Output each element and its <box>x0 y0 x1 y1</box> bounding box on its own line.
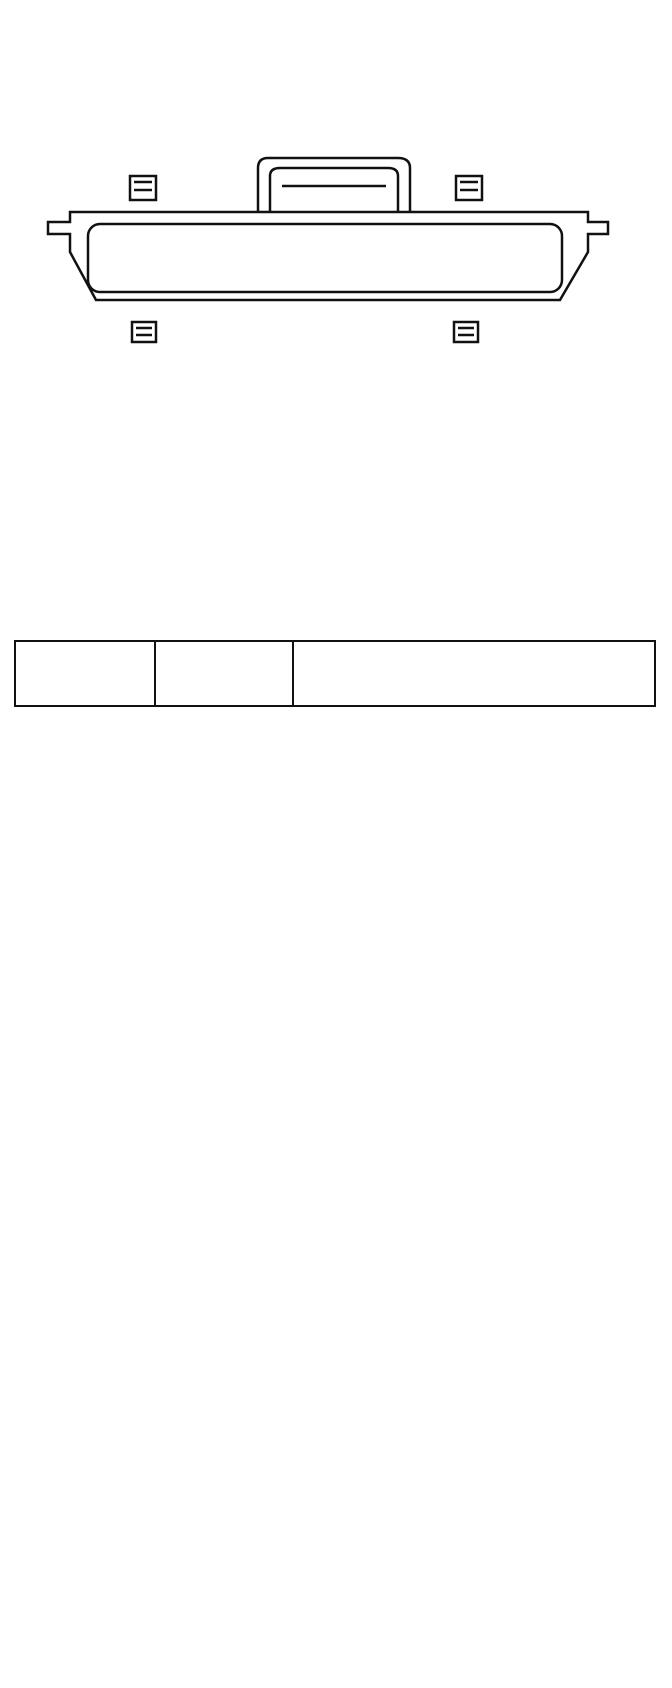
connector-diagram <box>0 0 672 540</box>
connector-body <box>48 158 608 342</box>
pin-table <box>14 640 656 707</box>
header-pin-number <box>15 641 155 706</box>
table-header-row <box>15 641 655 706</box>
header-circuit <box>155 641 293 706</box>
header-circuit-function <box>293 641 655 706</box>
